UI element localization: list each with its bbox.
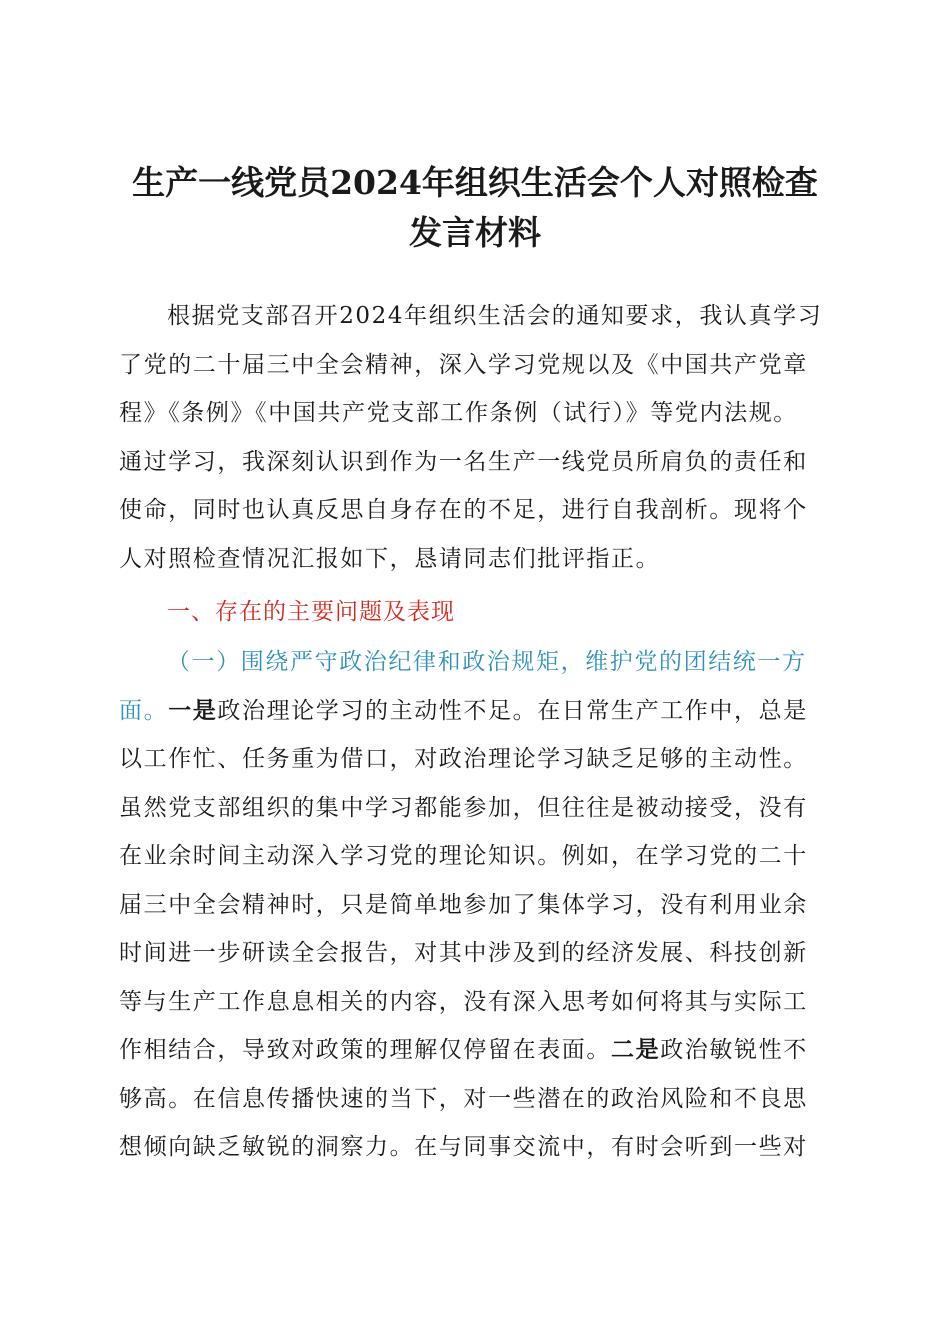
point-2-text: 政治敏锐性不 (660, 1037, 808, 1063)
body-line: 虽然党支部组织的集中学习都能参加，但往往是被动接受，没有 (119, 794, 808, 821)
problem-paragraph (119, 638, 831, 1172)
body-text: 作相结合，导致对政策的理解仅停留在表面。 (119, 1037, 611, 1063)
subsection-heading-line-2: 面。 (119, 697, 169, 724)
title-line-2: 发言材料 (409, 213, 541, 252)
point-1-text: 政治理论学习的主动性不足。在日常生产工作中，总是 (217, 697, 808, 724)
intro-line: 了党的二十届三中全会精神，深入学习党规以及《中国共产党章 (119, 351, 808, 378)
intro-line: 人对照检查情况汇报如下，恳请同志们批评指正。 (119, 545, 661, 572)
body-line: 时间进一步研读全会报告，对其中涉及到的经济发展、科技创新 (119, 940, 808, 966)
body-line: 想倾向缺乏敏锐的洞察力。在与同事交流中，有时会听到一些对 (119, 1134, 808, 1160)
intro-line: 使命，同时也认真反思自身存在的不足，进行自我剖析。现将个 (119, 497, 808, 523)
body-line: 够高。在信息传播快速的当下，对一些潜在的政治风险和不良思 (119, 1085, 808, 1112)
mixed-line (119, 687, 831, 736)
intro-line: 根据党支部召开2024年组织生活会的通知要求，我认真学习 (167, 303, 823, 329)
intro-paragraph (119, 292, 831, 583)
intro-line: 程》《条例》《中国共产党支部工作条例（试行）》等党内法规。 (119, 400, 798, 426)
body-line: 等与生产工作息息相关的内容，没有深入思考如何将其与实际工 (119, 988, 808, 1015)
mixed-line (119, 1026, 831, 1075)
body-line: 在业余时间主动深入学习党的理论知识。例如，在学习党的二十 (119, 843, 808, 869)
body-line: 以工作忙、任务重为借口，对政治理论学习缺乏足够的主动性。 (119, 746, 808, 772)
body-line: 届三中全会精神时，只是简单地参加了集体学习，没有利用业余 (119, 891, 808, 918)
point-1-label: 一是 (168, 696, 218, 724)
section-heading-text: 一、存在的主要问题及表现 (167, 599, 455, 625)
section-heading-1 (119, 588, 831, 637)
document-title (100, 158, 850, 258)
point-2-label: 二是 (611, 1036, 661, 1063)
title-line-1: 生产一线党员2024年组织生活会个人对照检查 (132, 163, 818, 202)
intro-line: 通过学习，我深刻认识到作为一名生产一线党员所肩负的责任和 (119, 448, 808, 475)
subsection-heading-line-1: （一）围绕严守政治纪律和政治规矩，维护党的团结统一方 (167, 649, 807, 675)
